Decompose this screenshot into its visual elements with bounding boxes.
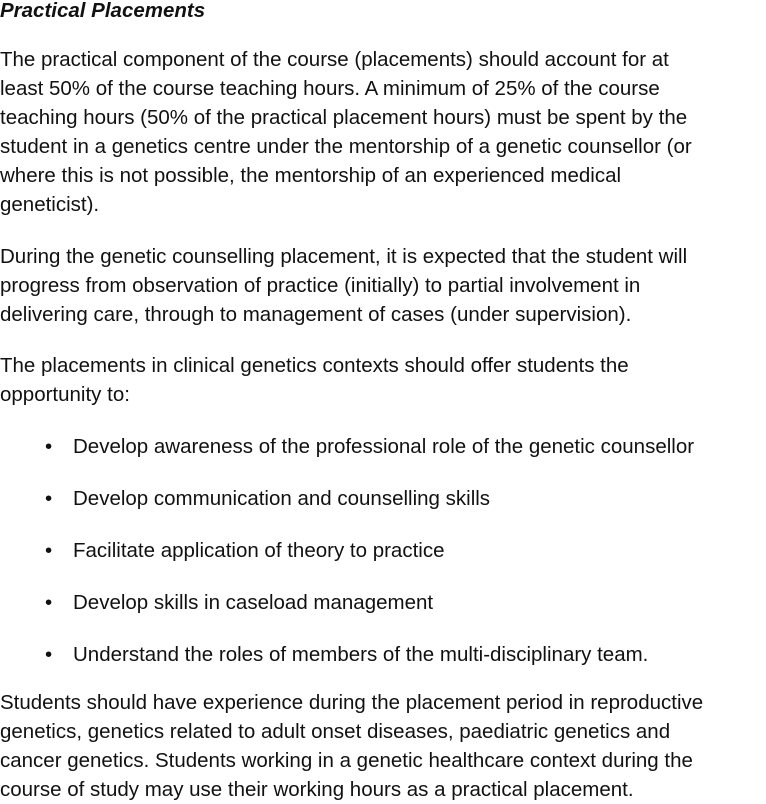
bullet-icon: • — [45, 591, 53, 614]
list-item-text: Understand the roles of members of the multi-disciplinary team. — [73, 643, 649, 666]
list-item-text: Develop communication and counselling skills — [73, 487, 491, 510]
list-item-text: Develop skills in caseload management — [73, 591, 434, 614]
paragraph-line: least 50% of the course teaching hours. A minimum of 25% of the course — [0, 77, 660, 100]
paragraph-line: student in a genetics centre under the mentorship of a genetic counsellor (or — [0, 135, 692, 158]
list-item-text: Develop awareness of the professional role of the genetic counsellor — [73, 435, 695, 458]
paragraph-line: opportunity to: — [0, 383, 130, 406]
bullet-icon: • — [45, 643, 53, 666]
paragraph-line: Students should have experience during the placement period in reproductive — [0, 691, 704, 714]
paragraph-clinical-contexts — [0, 351, 766, 409]
section-heading: Practical Placements — [0, 0, 206, 22]
paragraph-line: delivering care, through to management of cases (under supervision). — [0, 303, 632, 326]
bullet-icon: • — [45, 539, 53, 562]
list-item-text: Facilitate application of theory to practice — [73, 539, 445, 562]
paragraph-line: The practical component of the course (placements) should account for at — [0, 48, 669, 71]
paragraph-line: progress from observation of practice (initially) to partial involvement in — [0, 274, 641, 297]
paragraph-line: cancer genetics. Students working in a genetic healthcare context during the — [0, 749, 693, 772]
paragraph-line: The placements in clinical genetics contexts should offer students the — [0, 354, 629, 377]
paragraph-line: course of study may use their working hours as a practical placement. — [0, 778, 634, 801]
paragraph-line: where this is not possible, the mentorship of an experienced medical — [0, 164, 622, 187]
paragraph-counselling-placement — [0, 242, 766, 329]
paragraph-line: During the genetic counselling placement, it is expected that the student will — [0, 245, 688, 268]
paragraph-line: geneticist). — [0, 193, 100, 216]
paragraph-experience — [0, 688, 766, 804]
paragraph-line: teaching hours (50% of the practical placement hours) must be spent by the — [0, 106, 688, 129]
bullet-icon: • — [45, 487, 53, 510]
bullet-icon: • — [45, 435, 53, 458]
paragraph-line: genetics, genetics related to adult onset diseases, paediatric genetics and — [0, 720, 671, 743]
paragraph-placement-hours — [0, 45, 766, 219]
